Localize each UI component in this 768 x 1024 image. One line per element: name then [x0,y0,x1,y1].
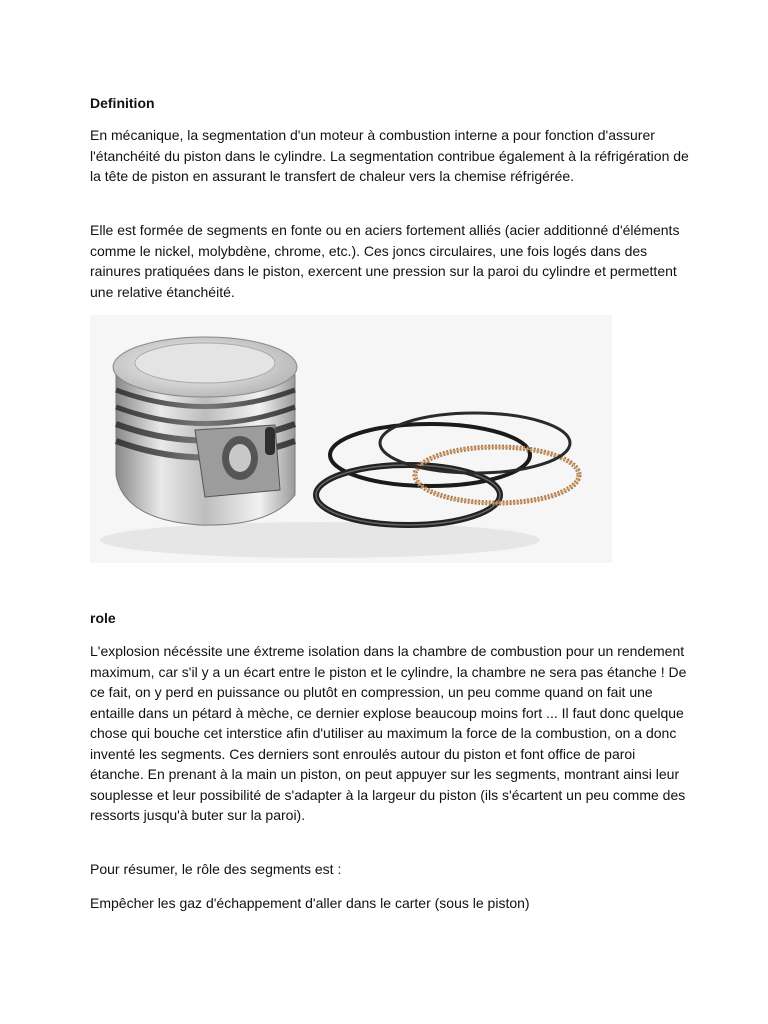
role-paragraph-2: Pour résumer, le rôle des segments est : [90,861,342,877]
piston-rings-photo [90,315,612,563]
role-paragraph-3: Empêcher les gaz d'échappement d'aller dans le carter (sous le piston) [90,895,530,911]
role-heading: role [90,610,116,626]
role-paragraph-1: L'explosion nécéssite une éxtreme isolation dans la chambre de combustion pour un rendement maximum, car s'il y a un écart entre le piston et le cylindre, la chambre ne sera pas étanche ! De ce fait, on y perd en puissance ou plutôt en compression, un peu comme quand on fait une entaille dans un pétard à mèche, ce dernier explose beaucoup moins fort ... Il faut donc quelque chose qui bouche cet interstice afin d'utiliser au maximum la force de la combustion, on a donc inventé les segments. Ces derniers sont enroulés autour du piston et font office de paroi étanche. En prenant à la main un piston, on peut appuyer sur les segments, montrant ainsi leur souplesse et leur possibilité de s'adapter à la largeur du piston (ils s'écartent un peu comme des ressorts jusqu'à buter sur la paroi). [90,643,687,823]
definition-paragraph-1: En mécanique, la segmentation d'un moteur à combustion interne a pour fonction d'assurer l'étanchéité du piston dans le cylindre. La segmentation contribue également à la réfrigération de la tête de piston en assurant le transfert de chaleur vers la chemise réfrigérée. [90,127,689,184]
definition-paragraph-2: Elle est formée de segments en fonte ou en aciers fortement alliés (acier additionné d'éléments comme le nickel, molybdène, chrome, etc.). Ces joncs circulaires, une fois logés dans des rainures pratiquées dans le piston, exercent une pression sur la paroi du cylindre et permettent une relative étanchéité. [90,222,680,300]
definition-heading: Definition [90,95,155,111]
